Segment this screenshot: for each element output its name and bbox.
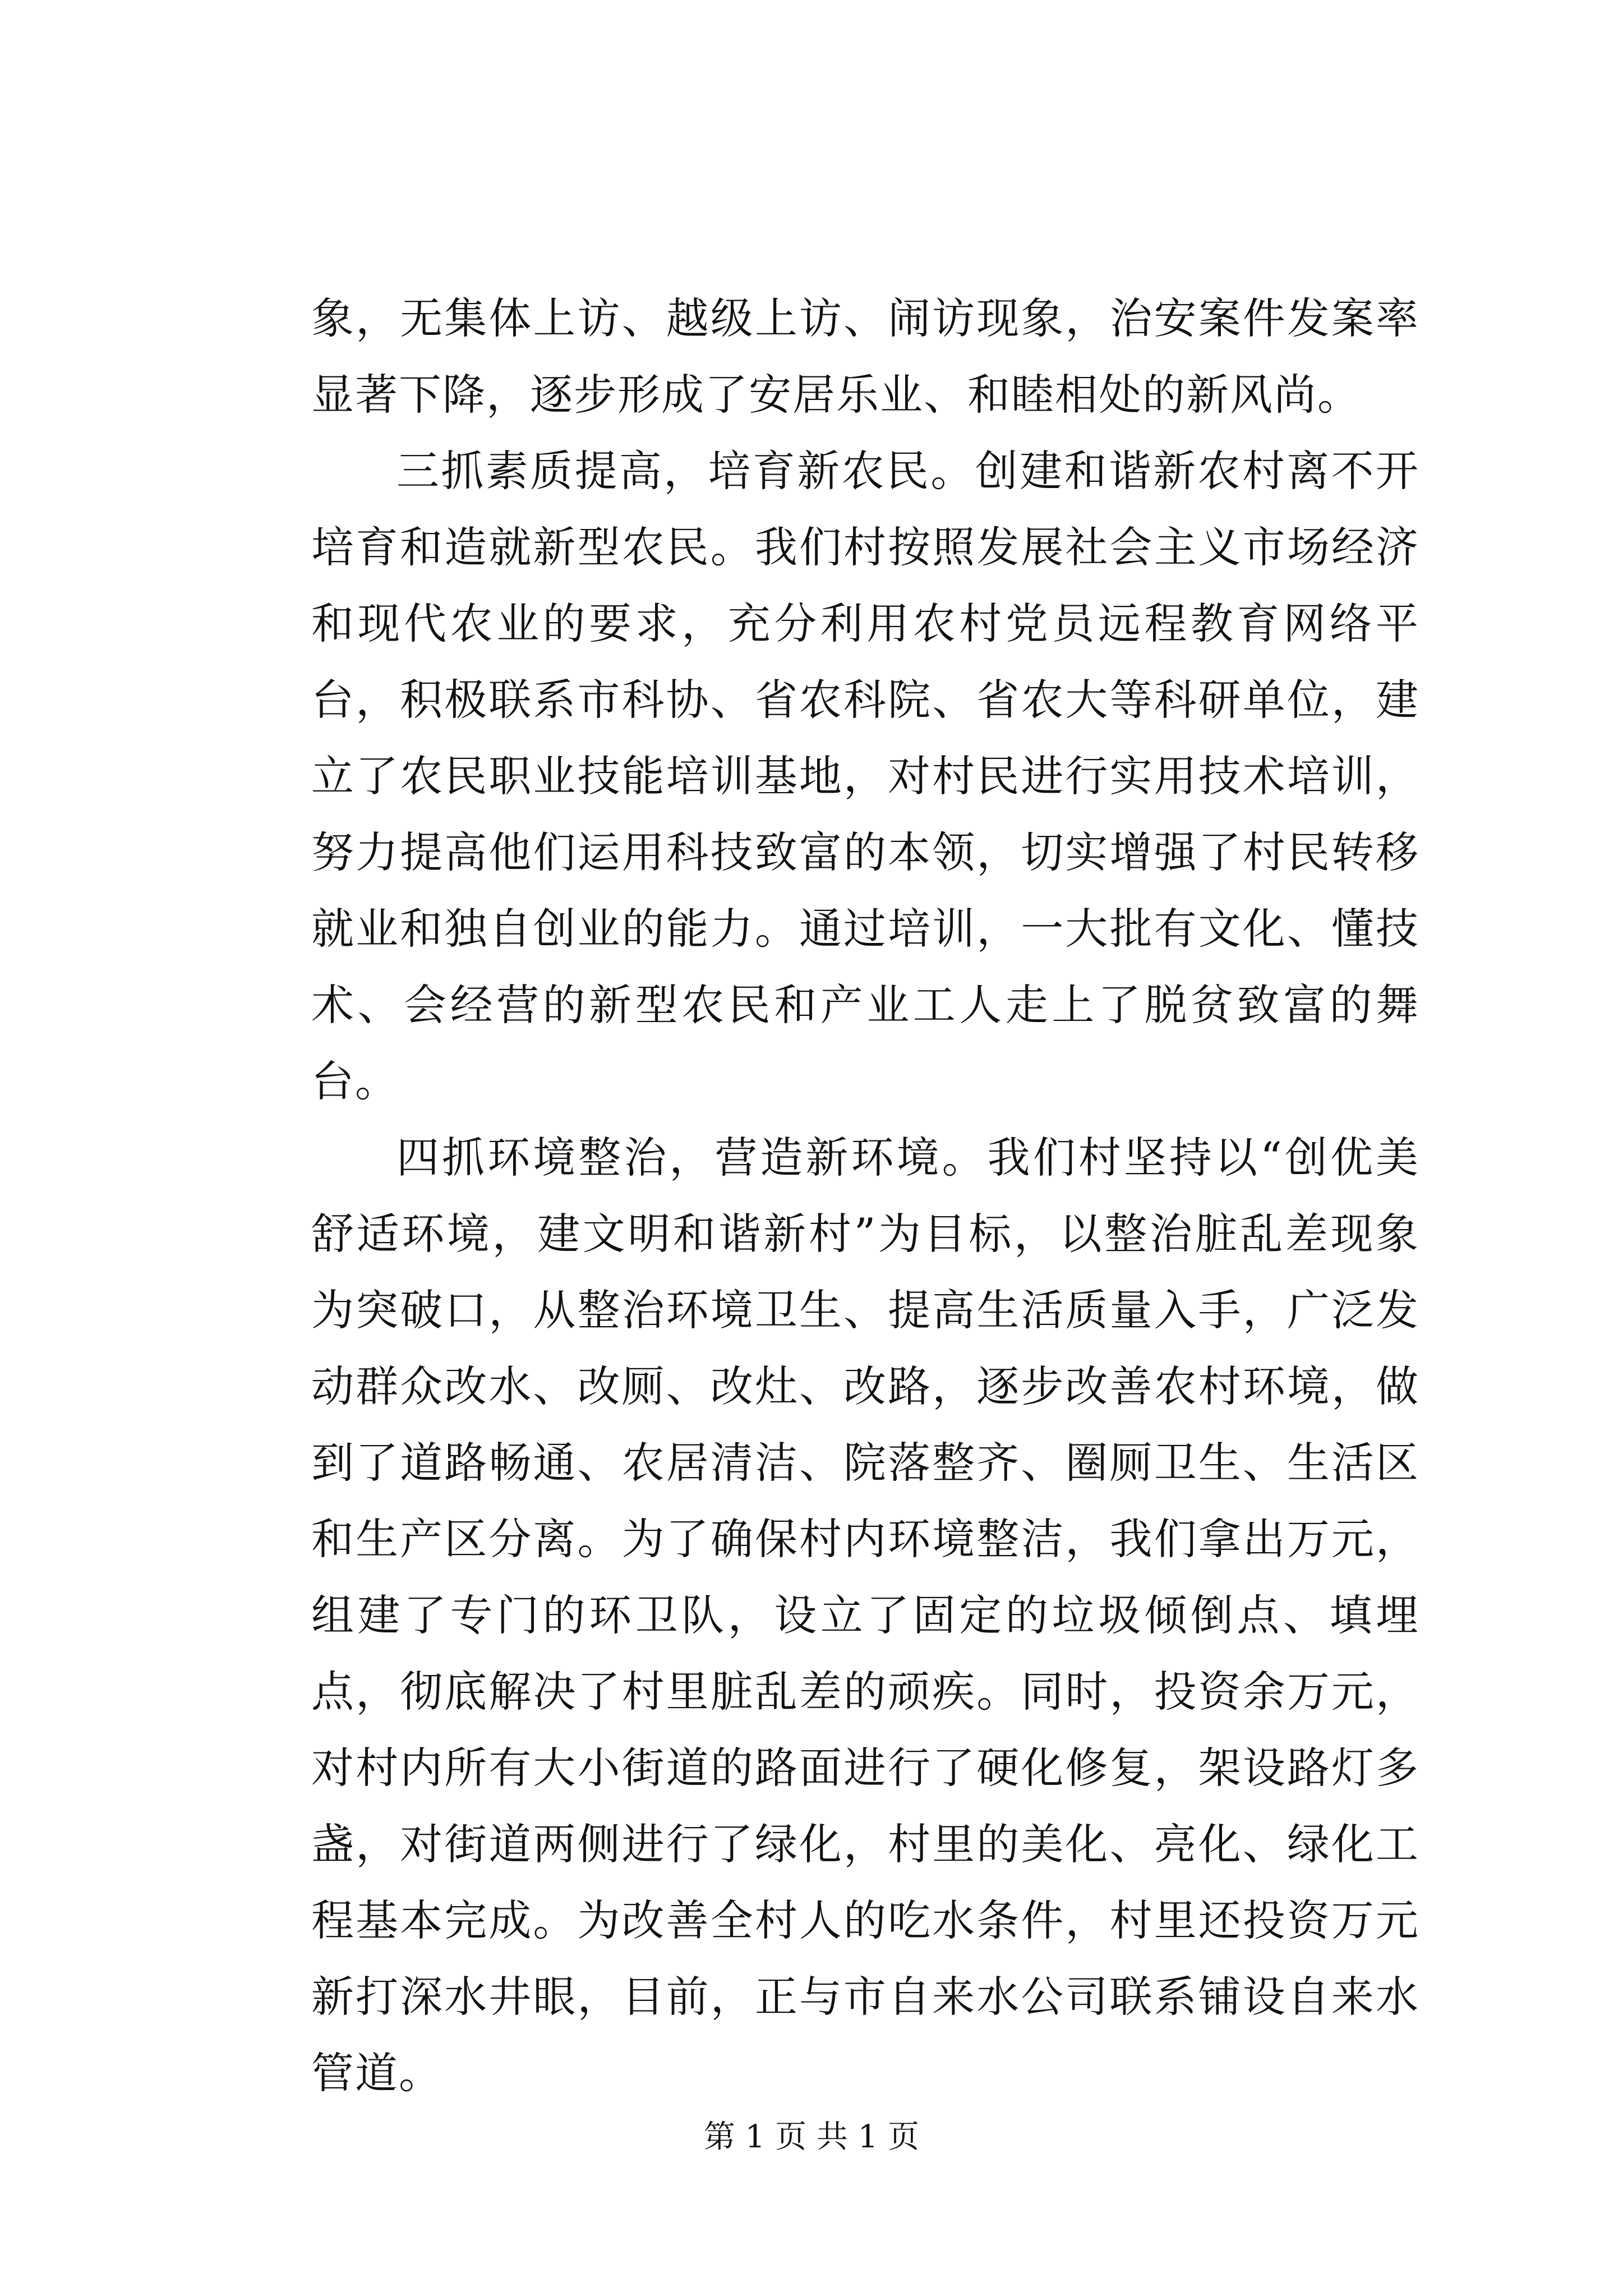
paragraph-3: 四抓环境整治，营造新环境。我们村坚持以“创优美舒适环境，建文明和谐新村”为目标，以整治脏乱差现象为突破口，从整治环境卫生、提高生活质量入手，广泛发动群众改水、改厕、改灶、改路，逐步改善农村环境，做到了道路畅通、农居清洁、院落整齐、圈厕卫生、生活区和生产区分离。为了确保村内环境整洁，我们拿出万元，组建了专门的环卫队，设立了固定的垃圾倾倒点、填埋点，彻底解决了村里脏乱差的顽疾。同时，投资余万元，对村内所有大小街道的路面进行了硬化修复，架设路灯多盏，对街道两侧进行了绿化，村里的美化、亮化、绿化工程基本完成。为改善全村人的吃水条件，村里还投资万元新打深水井眼，目前，正与市自来水公司联系铺设自来水管道。 [311,1133,1419,2098]
paragraph-2: 三抓素质提高，培育新农民。创建和谐新农村离不开培育和造就新型农民。我们村按照发展社会主义市场经济和现代农业的要求，充分利用农村党员远程教育网络平台，积极联系市科协、省农科院、省农大等科研单位，建立了农民职业技能培训基地，对村民进行实用技术培训，努力提高他们运用科技致富的本领，切实增强了村民转移就业和独自创业的能力。通过培训，一大批有文化、懂技术、会经营的新型农民和产业工人走上了脱贫致富的舞台。 [311,446,1419,1106]
document-body [311,280,1419,2111]
page-footer [0,2115,1623,2160]
paragraph-1: 象，无集体上访、越级上访、闹访现象，治安案件发案率显著下降，逐步形成了安居乐业、和睦相处的新风尚。 [311,293,1419,420]
page-number-label: 第 1 页 共 1 页 [703,2119,920,2155]
